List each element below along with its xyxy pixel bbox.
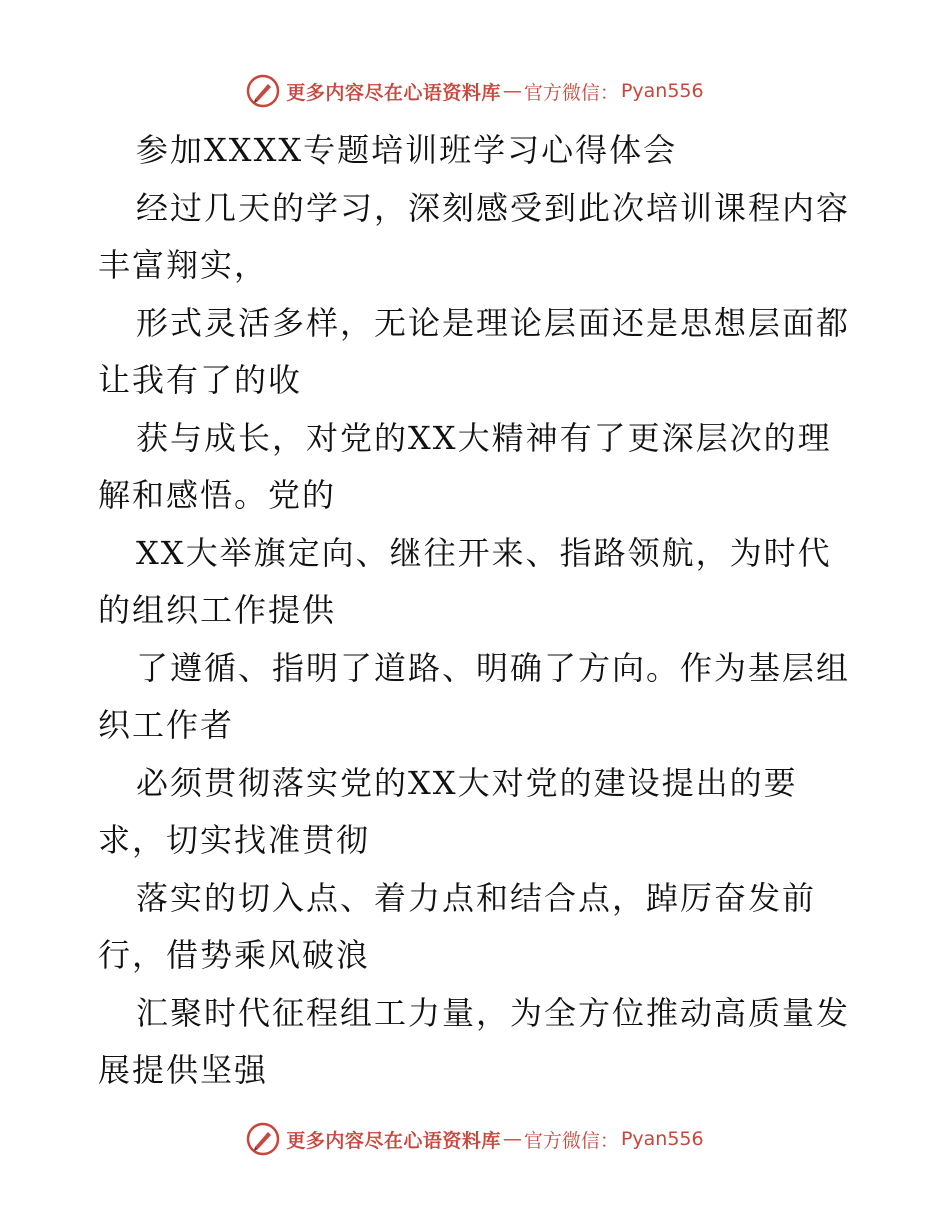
- banner-wechat-label: 官方微信：: [523, 81, 619, 104]
- text-line: 经过几天的学习，深刻感受到此次培训课程内容: [136, 188, 851, 227]
- text-line: 织工作者: [98, 706, 235, 744]
- text-line: 求，切实找准贯彻: [98, 821, 371, 859]
- text-line: 展提供坚强: [98, 1051, 269, 1089]
- pen-logo-icon: [246, 74, 280, 108]
- banner-wechat-id: Pyan556: [620, 1128, 704, 1150]
- text-line: 落实的切入点、着力点和结合点，踔厉奋发前: [136, 878, 817, 917]
- text-line: 让我有了的收: [98, 361, 303, 399]
- text-line: 了遵循、指明了道路、明确了方向。作为基层组: [136, 648, 851, 687]
- text-line: 解和感悟。党的: [98, 476, 337, 514]
- text-line: 必须贯彻落实党的XX大对党的建设提出的要: [136, 763, 798, 802]
- banner-dash: —: [502, 80, 522, 102]
- text-line: 形式灵活多样，无论是理论层面还是思想层面都: [136, 303, 851, 342]
- text-line: XX大举旗定向、继往开来、指路领航，为时代: [136, 533, 832, 572]
- banner-wechat-id: Pyan556: [620, 80, 704, 102]
- text-line: 丰富翔实，: [98, 246, 269, 284]
- pen-logo-icon: [246, 1122, 280, 1156]
- banner-dash: —: [502, 1128, 522, 1150]
- banner-text: 更多内容尽在心语资料库: [286, 81, 501, 104]
- text-line: 获与成长，对党的XX大精神有了更深层次的理: [136, 418, 832, 457]
- document-body: [98, 122, 858, 1100]
- footer-banner: [0, 1119, 950, 1159]
- banner-wechat-label: 官方微信：: [523, 1129, 619, 1152]
- text-line: 的组织工作提供: [98, 591, 337, 629]
- text-line: 汇聚时代征程组工力量，为全方位推动高质量发: [136, 993, 851, 1032]
- text-line: 参加XXXX专题培训班学习心得体会: [136, 131, 678, 169]
- text-line: 行，借势乘风破浪: [98, 936, 371, 974]
- banner-text: 更多内容尽在心语资料库: [286, 1129, 501, 1152]
- header-banner: [0, 71, 950, 111]
